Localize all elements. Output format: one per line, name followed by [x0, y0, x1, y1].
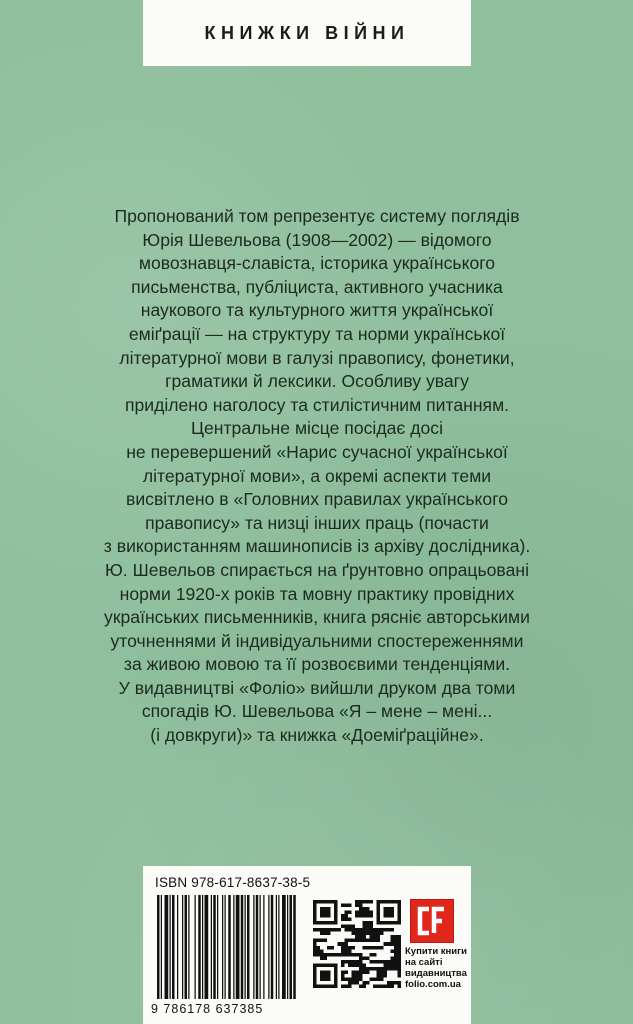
blurb-line: наукового та культурного життя української: [140, 300, 494, 321]
blurb-line: мовознавця-славіста, історика українського: [138, 253, 496, 274]
publisher-logo-icon: [411, 900, 453, 942]
promo-line: видавництва: [405, 968, 467, 979]
publisher-logo: [410, 899, 454, 943]
barcode: [155, 895, 305, 999]
blurb-text: [60, 205, 574, 748]
blurb-line: правопису» та низці інших праць (почасти: [145, 512, 489, 533]
blurb-line: літературної мови в галузі правопису, фонетики,: [119, 347, 515, 368]
promo-text: [405, 946, 467, 990]
qr-code: [313, 900, 401, 988]
blurb-line: (і довкруги)» та книжка «Доеміґраційне».: [150, 725, 484, 746]
blurb-line: норми 1920-х років та мовну практику провідних: [119, 583, 515, 604]
blurb-line: граматики й лексики. Особливу увагу: [165, 371, 469, 392]
blurb-line: письменства, публіциста, активного учасника: [131, 276, 503, 297]
blurb-line: українських письменників, книга рясніє авторськими: [104, 607, 530, 628]
promo-line: Купити книги: [405, 946, 467, 957]
blurb-line: висвітлено в «Головних правилах українського: [125, 489, 509, 510]
blurb-line: У видавництві «Фоліо» вийшли друком два томи: [118, 677, 516, 698]
blurb-line: приділено наголосу та стилістичним питанням.: [124, 394, 510, 415]
blurb-line: не перевершений «Нарис сучасної української: [126, 441, 508, 462]
blurb-line: уточненнями й індивідуальними спостереженнями: [110, 630, 524, 651]
blurb-line: Центральне місце посідає досі: [190, 418, 443, 439]
promo-line: folio.com.ua: [405, 979, 461, 990]
isbn-label: ISBN 978-617-8637-38-5: [155, 875, 311, 890]
barcode-panel: [143, 866, 471, 1024]
blurb-line: Пропонований том репрезентує систему поглядів: [114, 206, 520, 226]
blurb-line: спогадів Ю. Шевельова «Я – мене – мені...: [141, 701, 493, 722]
blurb-line: еміґрації — на структуру та норми української: [128, 323, 506, 344]
blurb-line: літературної мови», а окремі аспекти теми: [142, 465, 492, 486]
blurb-line: за живою мовою та її розвоєвими тенденціями.: [123, 654, 511, 675]
promo-line: на сайті: [405, 957, 443, 968]
blurb-line: з використанням машинописів із архіву дослідника).: [103, 536, 531, 557]
series-banner: [143, 0, 471, 66]
series-title: КНИЖКИ ВІЙНИ: [204, 22, 410, 43]
barcode-digits: 9 786178 637385: [151, 1002, 264, 1016]
blurb-line: Юрія Шевельова (1908—2002) — відомого: [142, 229, 492, 250]
blurb-line: Ю. Шевельов спирається на ґрунтовно опрацьовані: [105, 559, 529, 580]
